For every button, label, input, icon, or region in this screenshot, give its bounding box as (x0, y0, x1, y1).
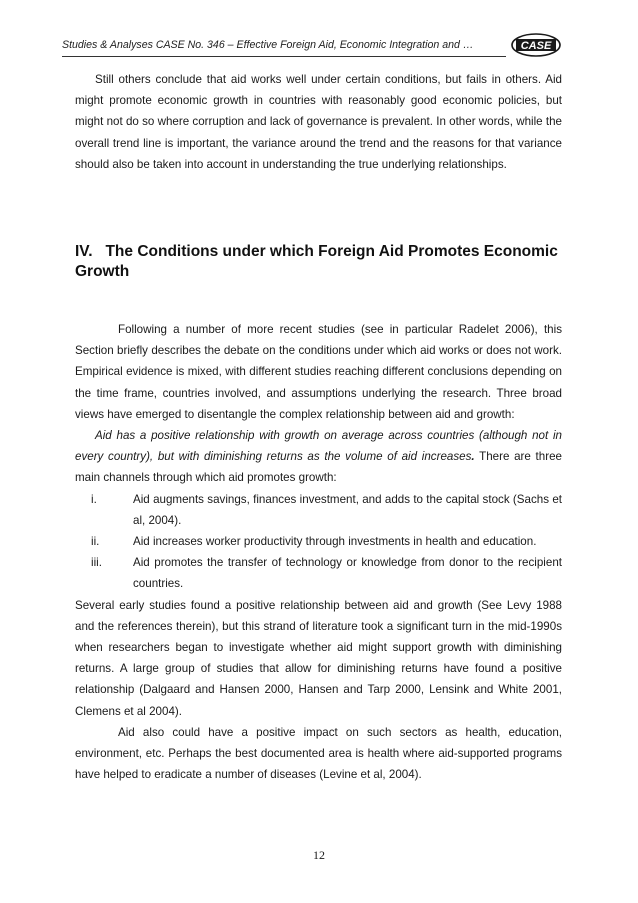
paragraph-early-studies: Several early studies found a positive relationship between aid and growth (See Levy 1988 and the references therein), but this strand of literature took a significant turn in the mid-1990s when researchers began to investigate whether aid might support growth with diminishing returns. A large group of studies that allow for diminishing returns have found a positive relationship (Dalgaard and Hansen 2000, Hansen and Tarp 2000, Lensink and White 2001, Clemens et al 2004). (75, 598, 562, 718)
paragraph-debate: Following a number of more recent studies (see in particular Radelet 2006), this Section briefly describes the debate on the conditions under which aid works or does not work. Empirical evidence is mixed, with different studies reaching different conclusions depending on the time frame, countries involved, and assumptions underlying the research. Three broad views have emerged to disentangle the complex relationship between aid and growth: (75, 323, 562, 421)
paragraph-positive-relationship (75, 425, 562, 489)
section-heading (75, 242, 562, 282)
view-statement-period: . (471, 450, 475, 464)
header-rule (62, 56, 506, 57)
case-logo-text: CASE (520, 39, 552, 52)
running-header (62, 32, 562, 58)
list-item (75, 531, 562, 552)
list-number: iii. (91, 556, 102, 570)
section-body (75, 319, 562, 785)
list-item (75, 552, 562, 594)
list-text: Aid augments savings, finances investment, and adds to the capital stock (Sachs et al, 2004). (133, 492, 562, 527)
list-text: Aid increases worker productivity through investments in health and education. (133, 535, 537, 549)
section-number: IV. (75, 243, 93, 260)
list-number: ii. (91, 535, 100, 549)
paragraph-intro (75, 69, 562, 175)
section-title: The Conditions under which Foreign Aid Promotes Economic Growth (75, 243, 558, 280)
case-logo-icon (510, 32, 562, 58)
list-item (75, 489, 562, 531)
view-statement: Aid has a positive relationship with growth on average across countries (although not in every country), but with diminishing returns as the volume of aid increases (75, 429, 562, 464)
paragraph-variance: Still others conclude that aid works well under certain conditions, but fails in others. Aid might promote economic growth in countries with reasonably good economic policies, but might not do so where corruption and lack of governance is prevalent. In other words, while the overall trend line is important, the variance around the trend and the reasons for that variance should also be taken into account in understanding the true underlying relationships. (75, 73, 562, 171)
list-number: i. (91, 492, 97, 506)
page-number: 12 (313, 848, 325, 862)
channels-intro: There are three main channels through which aid promotes growth: (75, 450, 562, 485)
paragraph-health: Aid also could have a positive impact on such sectors as health, education, environment, etc. Perhaps the best documented area is health where aid-supported programs have helped to eradicate a number of diseases (Levine et al, 2004). (75, 725, 562, 782)
running-title: Studies & Analyses CASE No. 346 – Effective Foreign Aid, Economic Integration and … (62, 39, 474, 51)
list-text: Aid promotes the transfer of technology or knowledge from donor to the recipient countries. (133, 556, 562, 591)
